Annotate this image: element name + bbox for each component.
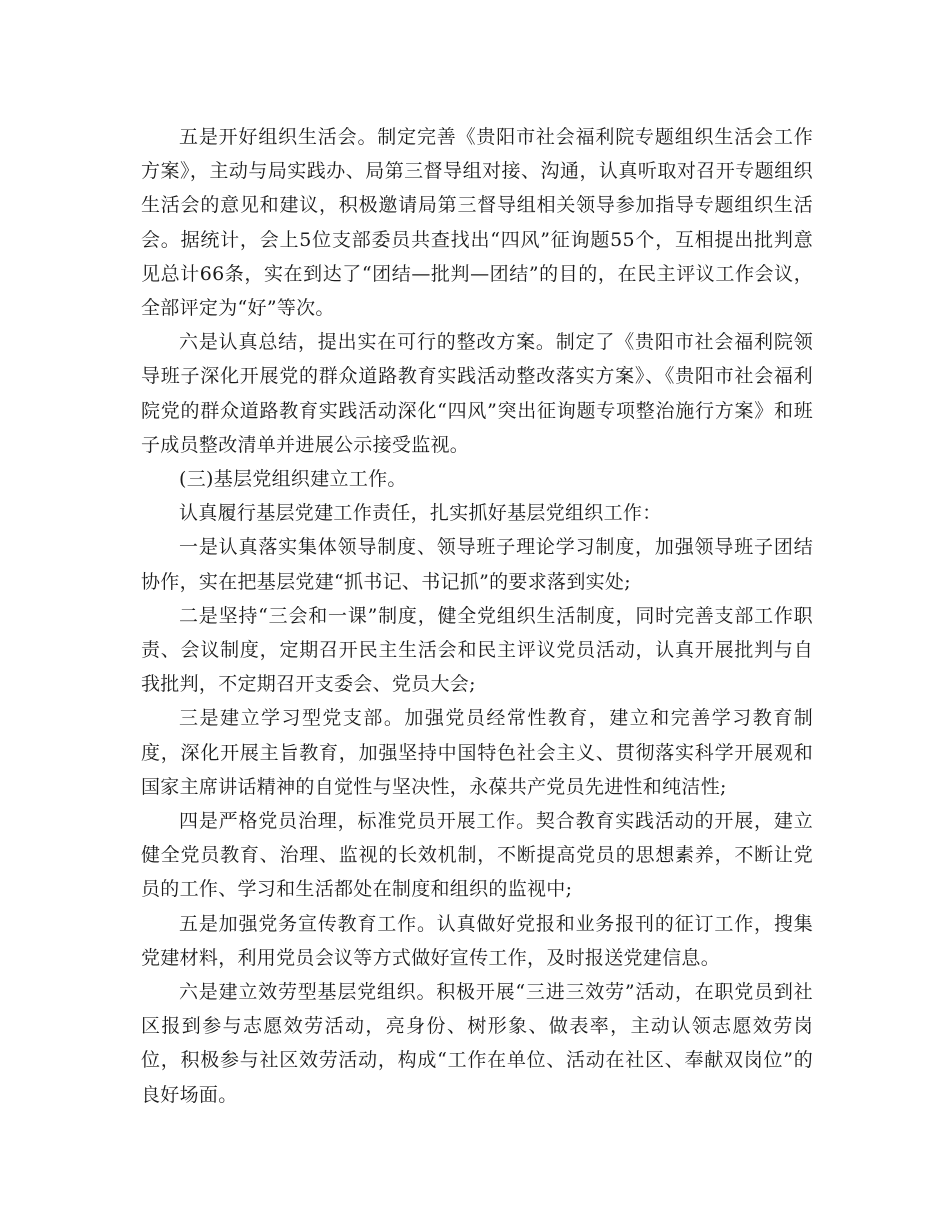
- paragraph-item-one: 一是认真落实集体领导制度、领导班子理论学习制度，加强领导班子团结协作，实在把基层党建“抓书记、书记抓”的要求落到实处;: [141, 536, 813, 593]
- document-body: [141, 120, 813, 1112]
- paragraph-item-five: 五是加强党务宣传教育工作。认真做好党报和业务报刊的征订工作，搜集党建材料，利用党员会议等方式做好宣传工作，及时报送党建信息。: [141, 912, 813, 969]
- paragraph-item-six: 六是建立效劳型基层党组织。积极开展“三进三效劳”活动，在职党员到社区报到参与志愿效劳活动，亮身份、树形象、做表率，主动认领志愿效劳岗位，积极参与社区效劳活动，构成“工作在单位、活动在社区、奉献双岗位”的良好场面。: [141, 981, 813, 1106]
- paragraph-rectification-plan: 六是认真总结，提出实在可行的整改方案。制定了《贵阳市社会福利院领导班子深化开展党的群众道路教育实践活动整改落实方案》、《贵阳市社会福利院党的群众道路教育实践活动深化“四风”突出征询题专项整治施行方案》和班子成员整改清单并进展公示接受监视。: [141, 331, 813, 456]
- paragraph-item-four: 四是严格党员治理，标准党员开展工作。契合教育实践活动的开展，建立健全党员教育、治理、监视的长效机制，不断提高党员的思想素养，不断让党员的工作、学习和生活都处在制度和组织的监视中;: [141, 810, 813, 901]
- paragraph-grassroots-intro: 认真履行基层党建工作责任，扎实抓好基层党组织工作：: [179, 502, 662, 525]
- paragraph-organization-meeting: 五是开好组织生活会。制定完善《贵阳市社会福利院专题组织生活会工作方案》，主动与局实践办、局第三督导组对接、沟通，认真听取对召开专题组织生活会的意见和建议，积极邀请局第三督导组相关领导参加指导专题组织生活会。据统计，会上5位支部委员共查找出“四风”征询题55个，互相提出批判意见总计66条，实在到达了“团结—批判—团结”的目的，在民主评议工作会议，全部评定为“好”等次。: [141, 126, 813, 320]
- paragraph-item-two: 二是坚持“三会和一课”制度，健全党组织生活制度，同时完善支部工作职责、会议制度，定期召开民主生活会和民主评议党员活动，认真开展批判与自我批判，不定期召开支委会、党员大会;: [141, 604, 813, 696]
- paragraph-item-three: 三是建立学习型党支部。加强党员经常性教育，建立和完善学习教育制度，深化开展主旨教育，加强坚持中国特色社会主义、贯彻落实科学开展观和国家主席讲话精神的自觉性与坚决性，永葆共产党员先进性和纯洁性;: [141, 707, 813, 798]
- section-heading-grassroots: (三)基层党组织建立工作。: [179, 468, 407, 491]
